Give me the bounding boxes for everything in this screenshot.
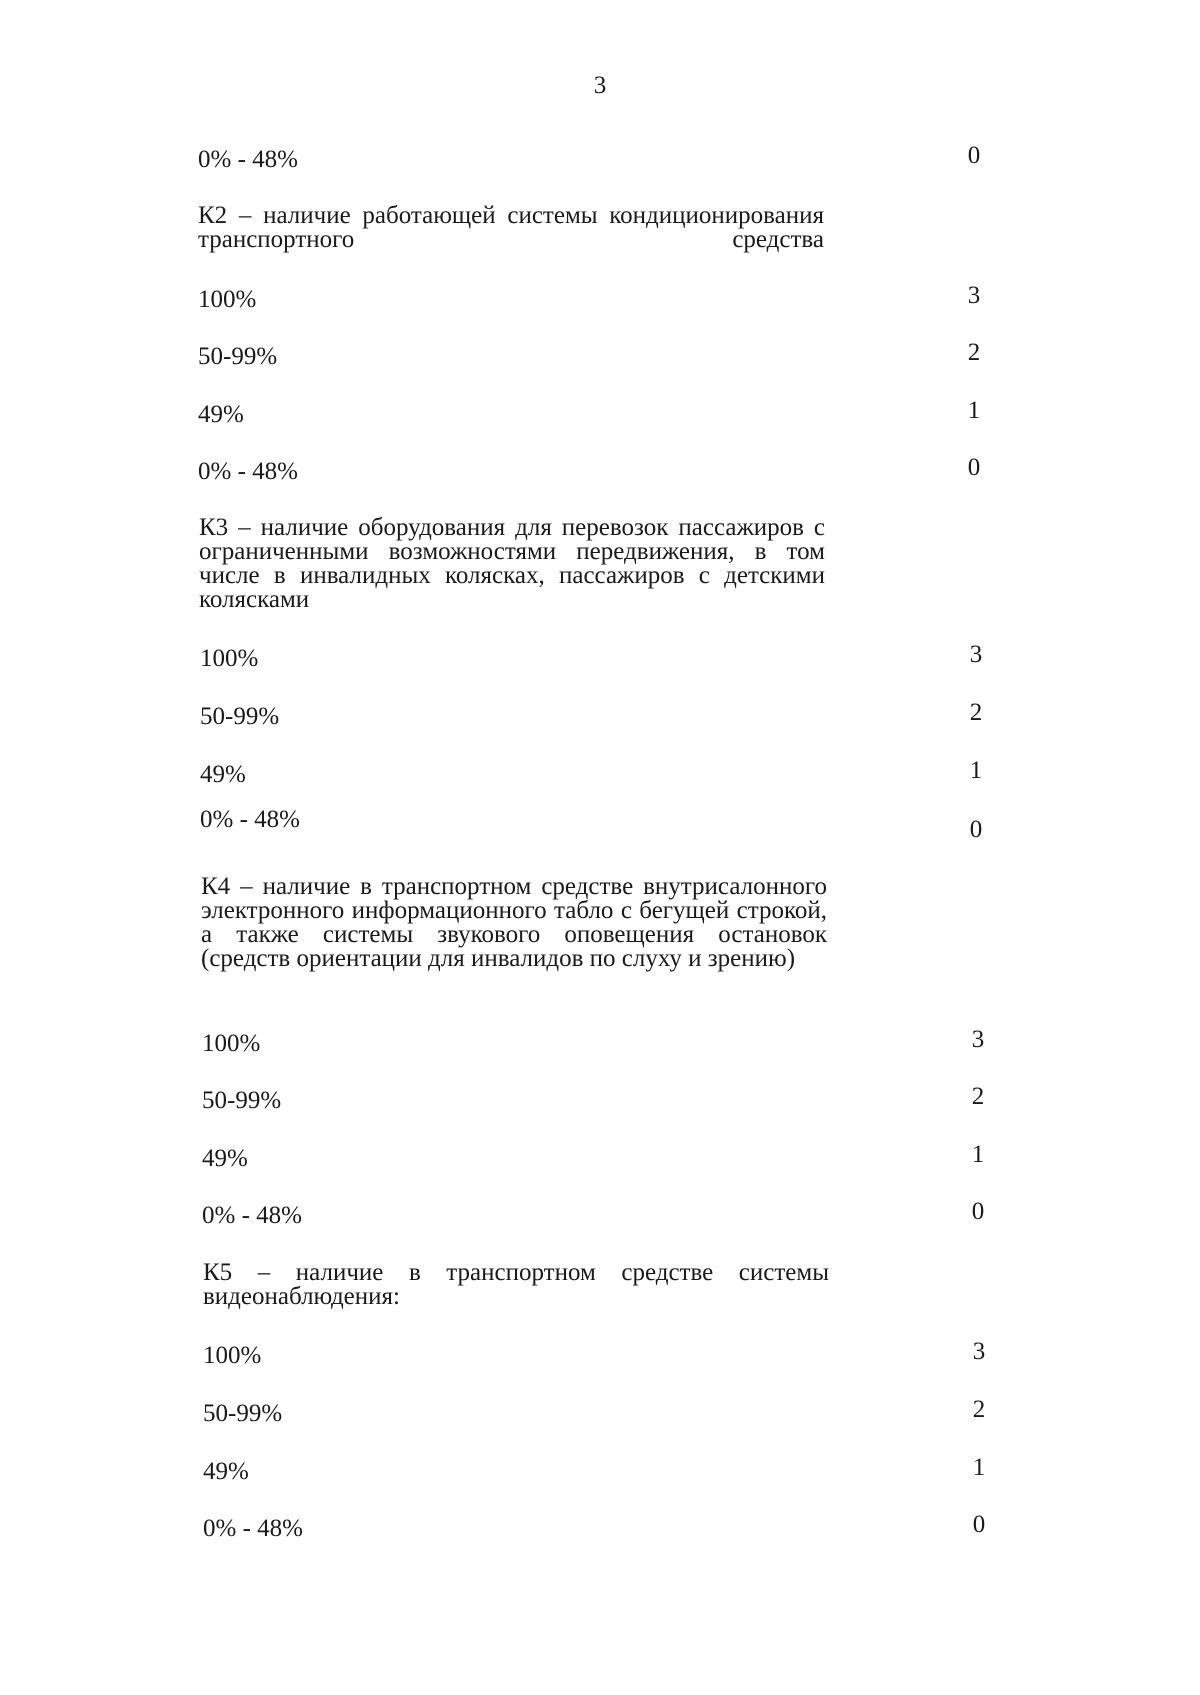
percent-range: 0% - 48%	[203, 1515, 303, 1542]
score-row	[200, 641, 990, 675]
score-value: 2	[969, 699, 983, 726]
criterion-k3-text: К3 – наличие оборудования для перевозок пассажиров с ограниченными возможностями передвижения, в том числе в инвалидных колясках, пассажиров с детскими колясками	[199, 514, 825, 613]
score-row	[203, 1396, 993, 1430]
score-row	[202, 1141, 992, 1175]
percent-range: 49%	[202, 1145, 248, 1172]
score-value: 3	[967, 282, 981, 309]
score-value: 1	[972, 1454, 986, 1481]
score-value: 2	[971, 1083, 985, 1110]
score-row	[203, 1511, 993, 1545]
score-row	[200, 806, 990, 843]
criterion-k2-text: К2 – наличие работающей системы кондиционирования транспортного средства	[198, 202, 824, 253]
score-value: 1	[971, 1141, 985, 1168]
score-row	[198, 397, 988, 431]
percent-range: 0% - 48%	[198, 146, 298, 173]
percent-range: 49%	[198, 401, 244, 428]
percent-range: 50-99%	[200, 703, 280, 730]
criterion-k5-text: К5 – наличие в транспортном средстве системы видеонаблюдения:	[203, 1259, 829, 1310]
score-value: 3	[972, 1338, 986, 1365]
score-row	[198, 454, 988, 488]
page-number: 3	[593, 72, 607, 99]
percent-range: 0% - 48%	[200, 806, 300, 833]
score-row	[202, 1083, 992, 1117]
criterion-k4-text: К4 – наличие в транспортном средстве внутрисалонного электронного информационного табло с бегущей строкой, а также системы звукового оповещения остановок (средств ориентации для инвалидов по слуху и зрению)	[201, 873, 827, 972]
score-value: 0	[967, 142, 981, 169]
score-row	[202, 1198, 992, 1232]
score-value: 3	[971, 1026, 985, 1053]
score-value: 3	[969, 641, 983, 668]
score-row	[203, 1454, 993, 1488]
score-value: 2	[967, 339, 981, 366]
percent-range: 0% - 48%	[198, 458, 298, 485]
percent-range: 100%	[202, 1030, 261, 1057]
score-value: 0	[967, 454, 981, 481]
score-value: 1	[967, 397, 981, 424]
percent-range: 49%	[203, 1458, 249, 1485]
percent-range: 100%	[198, 286, 257, 313]
score-value: 2	[972, 1396, 986, 1423]
score-row	[200, 699, 990, 733]
percent-range: 50-99%	[203, 1400, 283, 1427]
score-value: 0	[969, 816, 983, 843]
percent-range: 100%	[200, 645, 259, 672]
score-value: 0	[972, 1511, 986, 1538]
score-row	[198, 282, 988, 316]
percent-range: 50-99%	[198, 343, 278, 370]
score-row	[198, 339, 988, 373]
score-value: 1	[969, 757, 983, 784]
percent-range: 50-99%	[202, 1087, 282, 1114]
percent-range: 100%	[203, 1342, 262, 1369]
score-row	[198, 142, 988, 176]
score-row	[202, 1026, 992, 1060]
score-value: 0	[971, 1198, 985, 1225]
score-row	[203, 1338, 993, 1372]
score-row	[200, 757, 990, 791]
percent-range: 49%	[200, 761, 246, 788]
percent-range: 0% - 48%	[202, 1202, 302, 1229]
